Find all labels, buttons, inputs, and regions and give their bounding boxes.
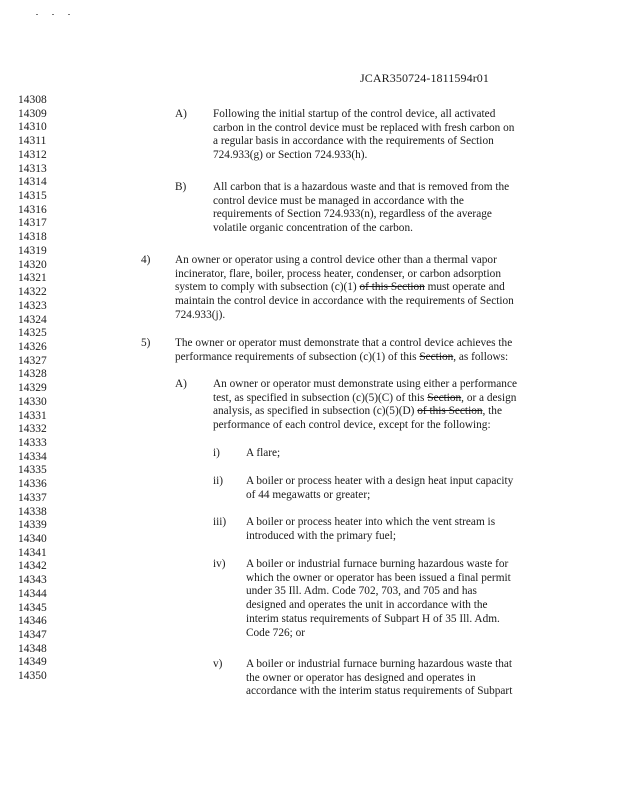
line-number: 14342 <box>18 560 47 573</box>
line-number: 14320 <box>18 258 47 271</box>
line-number: 14309 <box>18 107 47 120</box>
line-number: 14329 <box>18 382 47 395</box>
subitem-ii-label: ii) <box>213 475 224 487</box>
line-number: 14332 <box>18 423 47 436</box>
scan-mark <box>68 14 70 15</box>
line-number: 14318 <box>18 231 47 244</box>
line-number: 14347 <box>18 629 47 642</box>
subitem-v-label: v) <box>213 658 223 670</box>
line-number: 14331 <box>18 409 47 422</box>
line-number: 14333 <box>18 436 47 449</box>
subitem-i-text: A flare; <box>246 447 281 459</box>
line-number: 14346 <box>18 615 47 628</box>
line-number: 14322 <box>18 286 47 299</box>
struck-text: of this Section <box>359 281 425 294</box>
line-number: 14343 <box>18 574 47 587</box>
struck-text: Section <box>419 350 454 363</box>
item-5-text: The owner or operator must demonstrate that a control device achieves the performance requirements of subsection (c)(1) of this Section, as follows: <box>175 337 513 363</box>
line-number: 14328 <box>18 368 47 381</box>
line-number: 14324 <box>18 313 47 326</box>
line-number: 14338 <box>18 505 47 518</box>
subitem-iv-label: iv) <box>213 558 226 570</box>
item-a-label: A) <box>175 108 187 120</box>
line-number: 14316 <box>18 203 47 216</box>
line-number: 14323 <box>18 299 47 312</box>
line-number: 14313 <box>18 162 47 175</box>
line-number: 14308 <box>18 94 47 106</box>
subitem-ii-text: A boiler or process heater with a design heat input capacity of 44 megawatts or greater; <box>246 475 514 501</box>
line-number: 14336 <box>18 478 47 491</box>
item-5-label: 5) <box>141 337 151 349</box>
line-number: 14317 <box>18 217 47 230</box>
line-number: 14348 <box>18 642 47 655</box>
line-number: 14314 <box>18 176 47 189</box>
line-number: 14345 <box>18 601 47 614</box>
item-5a-text: An owner or operator must demonstrate using either a performance test, as specified in subsection (c)(5)(C) of this Section, or a design analysis, as specified in subsection (c)(5)(D) of this Section, the performance of each control device, except for the following: <box>213 378 517 432</box>
line-number: 14321 <box>18 272 47 285</box>
line-number-column <box>18 94 47 684</box>
line-number: 14344 <box>18 587 47 600</box>
line-number: 14310 <box>18 121 47 134</box>
item-a-text: Following the initial startup of the control device, all activated carbon in the control device must be replaced with fresh carbon on a regular basis in accordance with the requirements of Section 724.933(g) or Section 724.933(h). <box>213 108 515 162</box>
line-number: 14312 <box>18 148 47 161</box>
subitem-v-text: A boiler or industrial furnace burning hazardous waste that the owner or operator has designed and operates in accordance with the interim status requirements of Subpart <box>246 658 513 698</box>
line-number: 14341 <box>18 546 47 559</box>
line-number: 14325 <box>18 327 47 340</box>
line-number: 14334 <box>18 450 47 463</box>
scan-mark <box>36 14 38 15</box>
item-5a-label: A) <box>175 378 187 390</box>
item-b-text: All carbon that is a hazardous waste and that is removed from the control device must be managed in accordance with the requirements of Section 724.933(n), regardless of the average volatile organic concentration of the carbon. <box>213 181 510 235</box>
line-number: 14315 <box>18 190 47 203</box>
subitem-i-label: i) <box>213 447 220 459</box>
document-id-header: JCAR350724-1811594r01 <box>360 71 489 85</box>
item-4-label: 4) <box>141 254 151 266</box>
struck-text: of this Section <box>417 405 483 418</box>
line-number: 14339 <box>18 519 47 532</box>
line-number: 14350 <box>18 670 47 683</box>
item-b-label: B) <box>175 181 187 193</box>
subitem-iii-label: iii) <box>213 516 227 528</box>
line-number: 14319 <box>18 244 47 257</box>
scan-mark <box>52 14 54 15</box>
subitem-iii-text: A boiler or process heater into which the vent stream is introduced with the primary fuel; <box>246 516 496 542</box>
line-number: 14337 <box>18 491 47 504</box>
line-number: 14330 <box>18 395 47 408</box>
line-number: 14349 <box>18 656 47 669</box>
line-number: 14340 <box>18 533 47 545</box>
line-number: 14326 <box>18 340 47 353</box>
line-number: 14311 <box>18 135 47 148</box>
struck-text: Section <box>427 391 462 404</box>
item-4-text: An owner or operator using a control device other than a thermal vapor incinerator, flare, boiler, process heater, condenser, or carbon adsorption system to comply with subsection (c)(1) of this Section must operate and maintain the control device in accordance with the requirements of Section 724.933(j). <box>175 254 514 321</box>
line-number: 14335 <box>18 464 47 477</box>
subitem-iv-text: A boiler or industrial furnace burning hazardous waste for which the owner or operator has been issued a final permit under 35 Ill. Adm. Code 702, 703, and 705 and has designed and operates the unit in accordance with the interim status requirements of Subpart H of 35 Ill. Adm. Code 726; or <box>246 558 511 639</box>
line-number: 14327 <box>18 354 47 367</box>
